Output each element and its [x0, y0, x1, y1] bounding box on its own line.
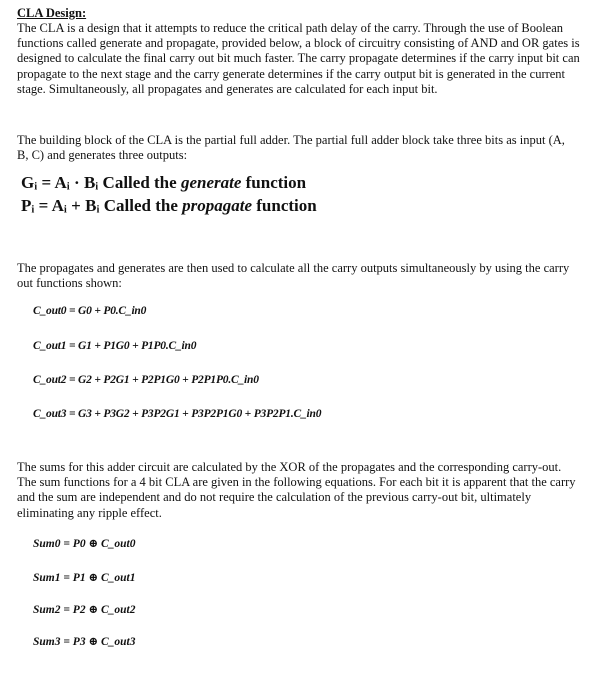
propagate-equation-suffix: function — [256, 196, 317, 215]
carry-equation-2: C_out2 = G2 + P2G1 + P2P1G0 + P2P1P0.C_in0 — [33, 374, 259, 386]
generate-equation-suffix: function — [245, 173, 307, 192]
generate-equation-name: generate — [180, 173, 242, 192]
generate-equation — [21, 172, 306, 194]
sum-equation-0: Sum0 = P0 ⊕ C_out0 — [33, 538, 136, 550]
propagate-equation-called: Called the — [103, 196, 178, 215]
carry-equation-1: C_out1 = G1 + P1G0 + P1P0.C_in0 — [33, 340, 197, 352]
sum-equation-1: Sum1 = P1 ⊕ C_out1 — [33, 572, 136, 584]
section-heading: CLA Design: — [17, 6, 87, 20]
propagate-equation-lhs: Pᵢ = Aᵢ + Bᵢ — [21, 196, 100, 215]
carry-equation-3: C_out3 = G3 + P3G2 + P3P2G1 + P3P2P1G0 + P3P2P1.C_in0 — [33, 408, 322, 420]
generate-equation-lhs: Gᵢ = Aᵢ · Bᵢ — [21, 173, 99, 192]
carry-intro-paragraph: The propagates and generates are then used to calculate all the carry outputs simultaneously by using the carry out functions shown: — [17, 261, 570, 291]
intro-paragraph: The CLA is a design that it attempts to reduce the critical path delay of the carry. Through the use of Boolean functions called generate and propagate, provided below, a block of circuitry consisting of AND and OR gates is designed to calculate the final carry out bit much faster. The carry propagate determines if the carry input bit can propagate to the next stage and the carry generate determines if the carry output bit is generated in the current stage. Simultaneously, all propagates and generates are calculated for each input bit. — [17, 21, 580, 96]
sum-equation-2: Sum2 = P2 ⊕ C_out2 — [33, 604, 136, 616]
sum-paragraph: The sums for this adder circuit are calculated by the XOR of the propagates and the corresponding carry-out. The sum functions for a 4 bit CLA are given in the following equations. For each bit it is apparent that the carry and the sum are independent and do not require the calculation of the previous carry-out bit, ultimately eliminating any ripple effect. — [17, 460, 576, 520]
carry-equation-0: C_out0 = G0 + P0.C_in0 — [33, 305, 147, 317]
document-page — [17, 6, 585, 648]
propagate-equation — [21, 195, 317, 217]
building-block-paragraph: The building block of the CLA is the partial full adder. The partial full adder block take three bits as input (A, B, C) and generates three outputs: — [17, 133, 565, 163]
sum-equation-3: Sum3 = P3 ⊕ C_out3 — [33, 636, 136, 648]
generate-equation-called: Called the — [102, 173, 177, 192]
propagate-equation-name: propagate — [182, 196, 253, 215]
